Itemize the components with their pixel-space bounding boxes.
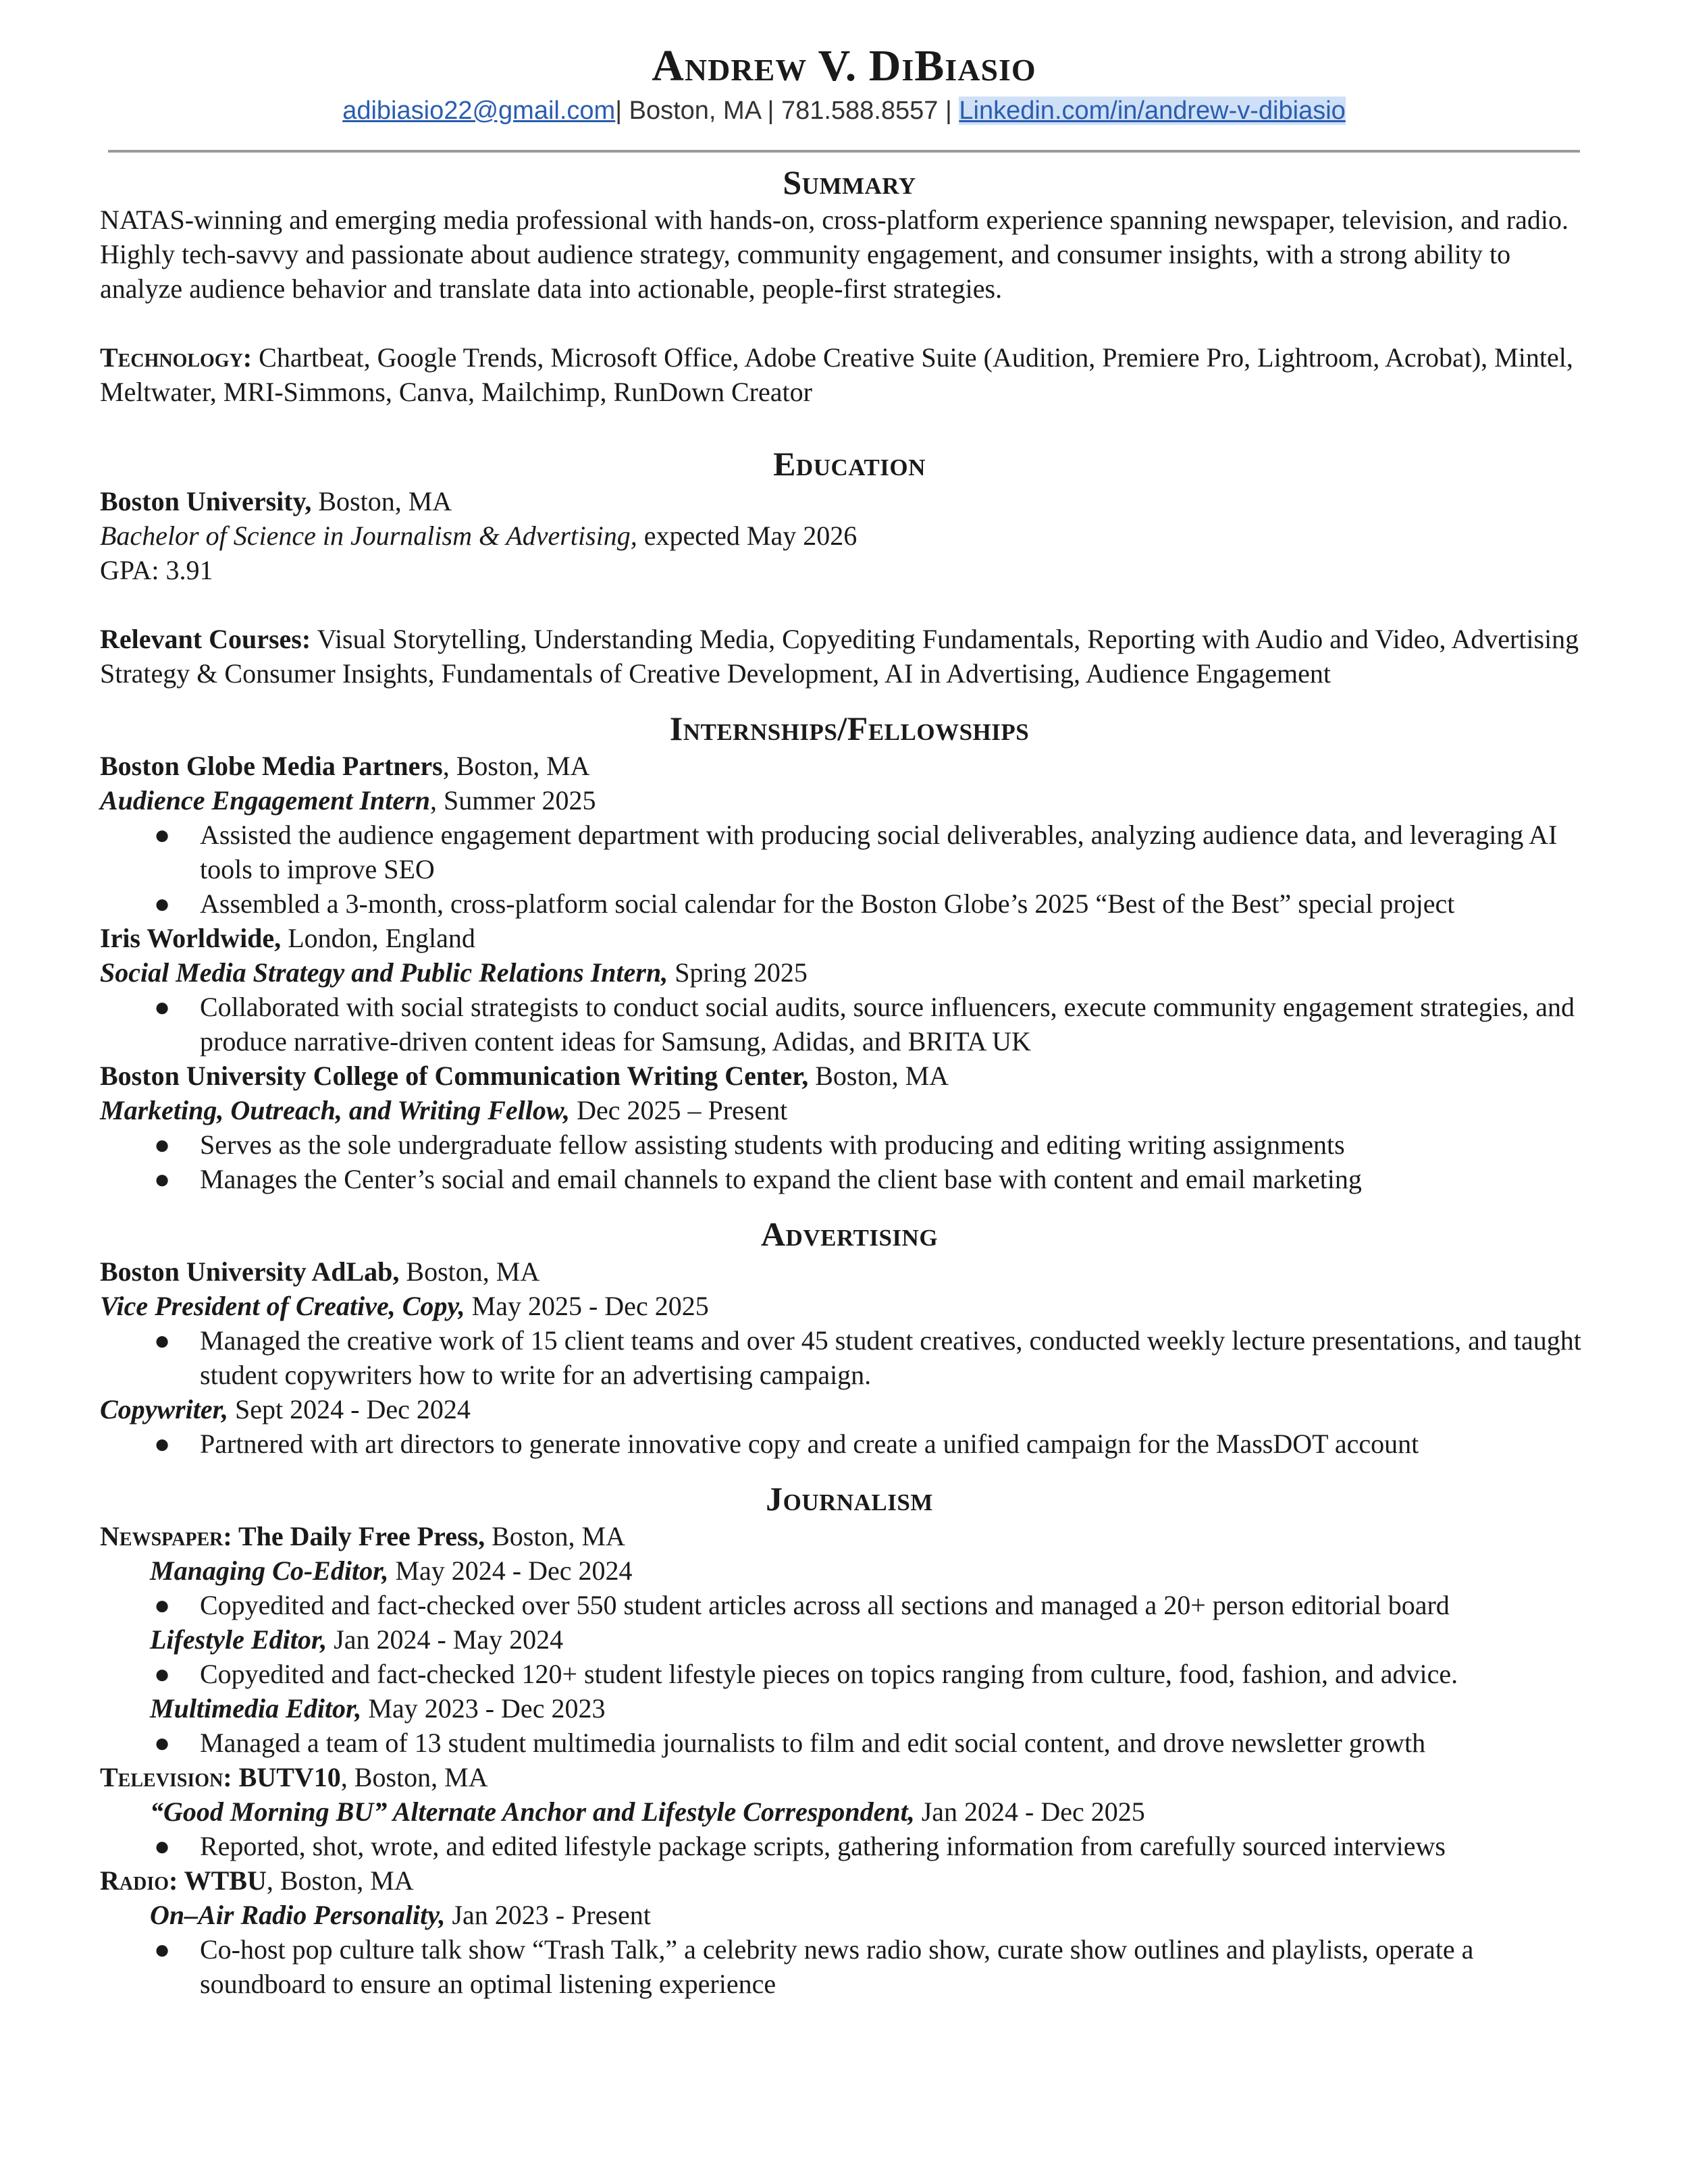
list-item [100,1427,1599,1461]
job-role: On–Air Radio Personality, [150,1900,446,1930]
bullet-icon: ● [154,1164,171,1194]
job-dates: Jan 2024 - Dec 2025 [914,1796,1145,1827]
job-role-line [100,1691,1599,1726]
courses-label: Relevant Courses: [100,624,311,654]
degree-name: Bachelor of Science in Journalism & Advertising, [100,521,637,551]
job-location: London, England [281,923,475,953]
list-item [100,1657,1599,1691]
bullet-text: Reported, shot, wrote, and edited lifestyle package scripts, gathering information from carefully sourced interviews [200,1831,1446,1861]
job-role-line [100,1898,1599,1932]
linkedin-link[interactable]: Linkedin.com/in/andrew-v-dibiasio [959,97,1346,125]
job-role-line [100,1289,1599,1323]
job-role: Audience Engagement Intern [100,785,430,816]
contact-details: | Boston, MA | 781.588.8557 | [615,97,952,125]
job-role-line [100,955,1599,990]
job-location: Boston, MA [808,1061,949,1091]
technology-line [100,340,1599,409]
bullet-text: Copyedited and fact-checked over 550 student articles across all sections and managed a 20+ person editorial board [200,1590,1450,1620]
summary-heading: Summary [783,163,916,201]
degree-expected: expected May 2026 [643,521,858,551]
job-role: Multimedia Editor, [150,1693,362,1724]
job-dates: Jan 2023 - Present [445,1900,651,1930]
radio-label: Radio: [100,1865,178,1896]
list-item [100,1932,1599,2001]
television-location: , Boston, MA [340,1762,488,1792]
list-item [100,1829,1599,1863]
list-item [100,1323,1599,1392]
bullet-icon: ● [154,1129,171,1160]
bullet-icon: ● [154,1659,171,1689]
journalism-heading: Journalism [766,1480,933,1518]
bullet-icon: ● [154,1590,171,1620]
job-dates: Spring 2025 [668,957,808,988]
job-org: Boston University College of Communication Writing Center, [100,1061,809,1091]
school-location: Boston, MA [318,486,452,516]
job-role: Managing Co-Editor, [150,1555,389,1586]
job-dates: May 2024 - Dec 2024 [388,1555,633,1586]
bullet-text: Manages the Center’s social and email channels to expand the client base with content and email marketing [200,1164,1362,1194]
bullet-text: Assisted the audience engagement department with producing social deliverables, analyzing audience data, and leveraging AI tools to improve SEO [200,820,1558,884]
job-role-line [100,1392,1599,1427]
school-name: Boston University, [100,486,312,516]
resume-content [100,162,1599,2001]
technology-text: Chartbeat, Google Trends, Microsoft Office, Adobe Creative Suite (Audition, Premiere Pro, Lightroom, Acrobat), Mintel, Meltwater, MRI-Simmons, Canva, Mailchimp, RunDown Creator [100,342,1573,407]
job-bullets [100,1829,1599,1863]
contact-line [0,95,1688,127]
job-bullets [100,1726,1599,1760]
technology-label: Technology: [100,342,253,373]
job-role-line [100,1553,1599,1588]
job-role: Marketing, Outreach, and Writing Fellow, [100,1095,571,1125]
bullet-text: Managed a team of 13 student multimedia journalists to film and edit social content, and drove newsletter growth [200,1728,1426,1758]
candidate-name: Andrew V. DiBiasio [652,41,1036,90]
bullet-icon: ● [154,1429,171,1459]
list-item [100,1127,1599,1162]
list-item [100,1162,1599,1196]
job-bullets [100,1323,1599,1392]
job-role: Lifestyle Editor, [150,1624,327,1655]
job-role-line [100,783,1599,818]
newspaper-label: Newspaper: [100,1521,232,1551]
job-org-line [100,1059,1599,1093]
bullet-text: Managed the creative work of 15 client teams and over 45 student creatives, conducted weekly lecture presentations, and taught student copywriters how to write for an advertising campaign. [200,1325,1581,1390]
job-role-line [100,1794,1599,1829]
job-dates: Sept 2024 - Dec 2024 [228,1394,471,1424]
list-item [100,990,1599,1059]
job-role: Copywriter, [100,1394,229,1424]
job-bullets [100,1932,1599,2001]
bullet-text: Partnered with art directors to generate innovative copy and create a unified campaign for the MassDOT account [200,1429,1419,1459]
job-bullets [100,1588,1599,1622]
bullet-icon: ● [154,1934,171,1965]
bullet-text: Assembled a 3-month, cross-platform social calendar for the Boston Globe’s 2025 “Best of the Best” special project [200,888,1455,919]
television-line [100,1760,1599,1794]
bullet-text: Co-host pop culture talk show “Trash Talk,” a celebrity news radio show, curate show outlines and playlists, operate a soundboard to ensure an optimal listening experience [200,1934,1474,1999]
bullet-text: Serves as the sole undergraduate fellow assisting students with producing and editing writing assignments [200,1129,1345,1160]
summary-text: NATAS-winning and emerging media professional with hands-on, cross-platform experience spanning newspaper, television, and radio. Highly tech-savvy and passionate about audience strategy, community engagement, and consumer insights, with a strong ability to analyze audience behavior and translate data into actionable, people-first strategies. [100,205,1569,304]
bullet-icon: ● [154,888,171,919]
bullet-text: Copyedited and fact-checked 120+ student lifestyle pieces on topics ranging from culture, food, fashion, and advice. [200,1659,1458,1689]
header-divider [108,150,1580,153]
radio-org: WTBU [178,1865,267,1896]
job-role-line [100,1622,1599,1657]
job-org-line [100,1254,1599,1289]
list-item [100,1588,1599,1622]
internships-heading: Internships/Fellowships [669,710,1030,747]
radio-line [100,1863,1599,1898]
education-heading: Education [773,445,926,483]
bullet-icon: ● [154,820,171,850]
television-org: BUTV10 [232,1762,341,1792]
bullet-icon: ● [154,1325,171,1356]
job-dates: , Summer 2025 [429,785,596,816]
job-role: “Good Morning BU” Alternate Anchor and Lifestyle Correspondent, [150,1796,915,1827]
job-location: Boston, MA [399,1256,540,1287]
list-item [100,818,1599,886]
newspaper-line [100,1519,1599,1553]
bullet-icon: ● [154,1831,171,1861]
job-org: Iris Worldwide, [100,923,282,953]
job-dates: May 2023 - Dec 2023 [361,1693,606,1724]
job-bullets [100,990,1599,1059]
job-role-line [100,1093,1599,1127]
newspaper-org: The Daily Free Press, [232,1521,485,1551]
courses-text: Visual Storytelling, Understanding Media, Copyediting Fundamentals, Reporting with Audio and Video, Advertising Strategy & Consumer Insights, Fundamentals of Creative Development, AI in Advertising, Audience Engagement [100,624,1579,689]
job-role: Social Media Strategy and Public Relations Intern, [100,957,668,988]
bullet-icon: ● [154,1728,171,1758]
newspaper-location: Boston, MA [485,1521,625,1551]
list-item [100,1726,1599,1760]
television-label: Television: [100,1762,232,1792]
bullet-text: Collaborated with social strategists to conduct social audits, source influencers, execute community engagement strategies, and produce narrative-driven content ideas for Samsung, Adidas, and BRITA UK [200,992,1575,1057]
job-org-line [100,921,1599,955]
job-dates: May 2025 - Dec 2025 [465,1291,709,1321]
advertising-heading: Advertising [760,1215,939,1253]
job-org: Boston Globe Media Partners [100,751,443,781]
job-bullets [100,1657,1599,1691]
gpa: GPA: 3.91 [100,555,213,585]
job-bullets [100,818,1599,921]
radio-location: , Boston, MA [266,1865,414,1896]
job-bullets [100,1127,1599,1196]
courses-line [100,622,1599,691]
job-location: , Boston, MA [442,751,590,781]
school-line [100,484,1599,518]
job-role: Vice President of Creative, Copy, [100,1291,465,1321]
list-item [100,886,1599,921]
degree-line [100,518,1599,553]
job-dates: Dec 2025 – Present [570,1095,788,1125]
email-link[interactable]: adibiasio22@gmail.com [342,97,616,125]
job-org: Boston University AdLab, [100,1256,400,1287]
job-bullets [100,1427,1599,1461]
job-org-line [100,749,1599,783]
job-dates: Jan 2024 - May 2024 [327,1624,564,1655]
bullet-icon: ● [154,992,171,1022]
